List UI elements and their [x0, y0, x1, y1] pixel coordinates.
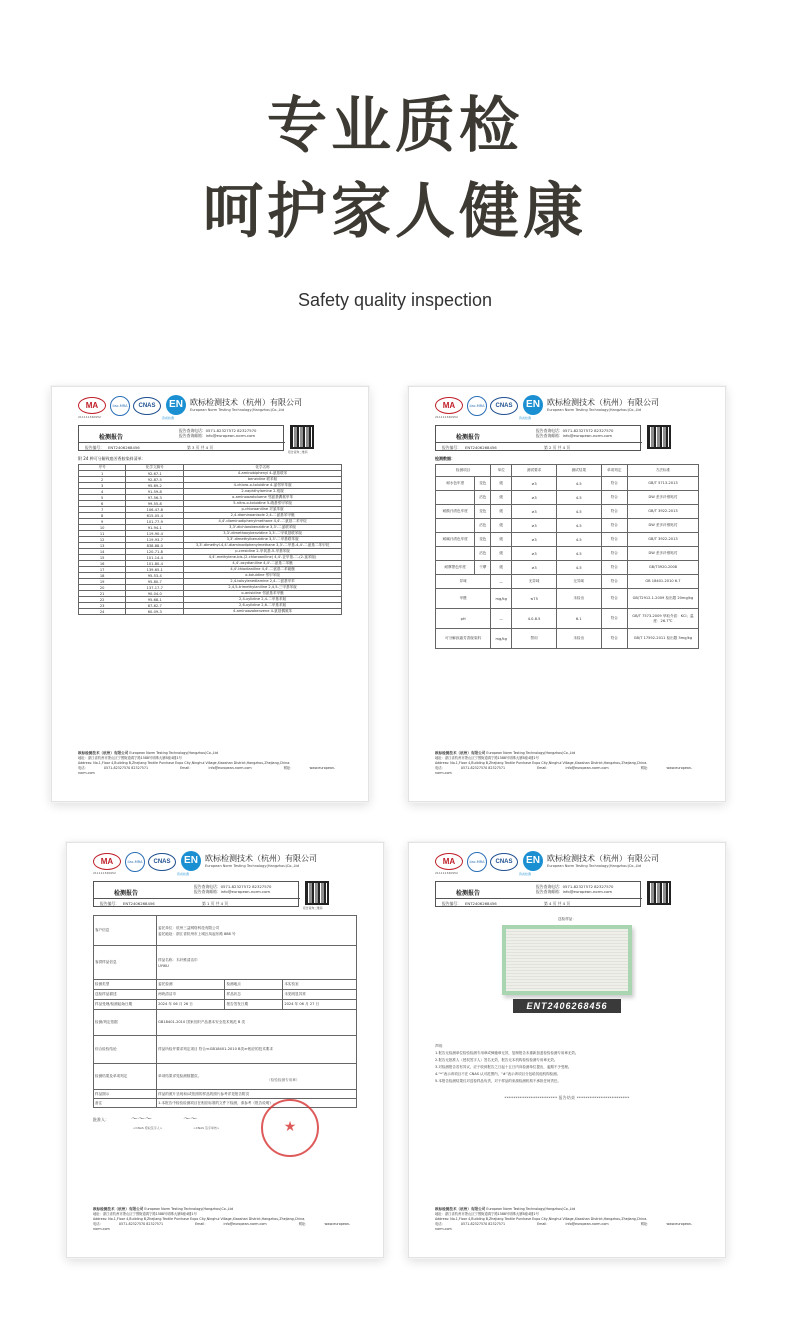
table-cell: 14	[79, 549, 126, 555]
footer-tel: 0571-82327570 82327571	[103, 766, 149, 770]
test-unit: —	[491, 609, 512, 629]
test-item: 可分解致癌芳香胺染料	[436, 629, 491, 649]
test-subitem: 沾色	[475, 519, 491, 533]
company-name-en: European Norm Testing Technology(Hangzhou)Co.,Ltd	[205, 864, 300, 868]
table-cell: 23	[79, 603, 126, 609]
signature-2: 〜〜	[182, 1115, 197, 1123]
test-req: ≤75	[512, 589, 557, 609]
cnas-logo: CNAS	[490, 397, 518, 415]
photo-caption: 送检样品：	[558, 917, 576, 921]
sample-name: 样品名称：木纤维清洁巾	[158, 957, 198, 962]
test-verdict: 符合	[601, 519, 627, 533]
cma-number: 211111340952	[435, 415, 458, 419]
table-cell: 2,4-diaminoanisole 2,4-二氨基苯甲醚	[184, 513, 342, 519]
info-cell: 检测类型	[94, 980, 157, 990]
report-footer: 欧标检测技术（杭州）有限公司 European Norm Testing Technology(Hangzhou)Co.,Ltd 地址：浙江省杭州市萧山区宁围街道鸿宁路1588号明珠大厦B座4楼1号 Address: No.1,Floor 4,Building B,Zhejiang Textile Purchase Expo City,Ninghui Village,Xiaoshan District,Hangzhou,Zhejiang,China. 电话： 0571-82327570 82327571 Email： info@european-norm.com 网址： www.european-norm.com	[93, 1207, 351, 1231]
conclusion-label: 综合检验结论	[94, 1036, 157, 1064]
sample-photo-area	[487, 917, 647, 1013]
table-row	[436, 589, 699, 609]
test-item	[436, 491, 475, 505]
test-req: ≥3	[512, 519, 557, 533]
report-title: 检测报告	[114, 890, 139, 897]
test-method: GB/T 3922-2013	[627, 505, 698, 519]
test-subitem: 沾色	[475, 547, 491, 561]
report-page-2[interactable]: MA 211111340952 ilac-MRA CNAS EN 资质检测 欧标检测技术（杭州）有限公司 European Norm Testing Technology(Hangzhou)Co.,Ltd 检测报告 报告查询电话：0571-82327572 82327570 报告查询邮箱：info@european-norm.com 报告编号： ENT2406268456 第 2 页 共 4 页 检测数据： 检测项目 单位 测试要求 测试结果 单项判定 方法标准 耐水色牢度 变色 级 ≥3 4-5 符合 GB/T 5713-2013 沾色 级 ≥3 4-5 符合 DW 差多纤维贴衬 耐酸汗渍色牢度 变色 级 ≥3 4-5 符合 GB/T 3922-2013 沾色 级 ≥3 4-5 符合 DW 差多纤维贴衬 耐碱汗渍色牢度 变色 级 ≥3 4-5 符合 GB/T 3922-2013 沾色 级 ≥3 4-5 符合 DW 差多纤维贴衬 耐摩擦色牢度 干摩 级 ≥3 4-5 符合 GB/T3920-2008 异味 — 无异味 无异味 符合 GB 18401-2010 6.7 甲醛 mg/kg ≤75 未检出 符合 GB/T2912.1-2009 检出限 20mg/kg pH — 4.0-8.5 6.1 符合 GB/T 7573-2009 萃取介质：KCl；温度：26.7℃ 可分解致癌芳香胺染料 mg/kg 禁用 未检出 符合 GB/T 17592-2011 检出限 5mg/kg 欧标检测技术（杭州）有限公司 European Norm Testing Technology(Hangzhou)Co.,Ltd 地址：浙江省杭州市萧山区宁围街道鸿宁路1588号明珠大厦B座4楼1号 Address: No.1,Floor 4,Building B,Zhejiang Textile Purchase Expo City,Ninghui Village,Xiaoshan District,Hangzhou,Zhejiang,China. 电话： 0571-82327570 82327571 Email： info@european-norm.com 网址： www.european-norm.com	[408, 386, 726, 802]
table-row	[436, 575, 699, 589]
table-cell: 120-71-8	[126, 549, 184, 555]
test-method: DW 差多纤维贴衬	[627, 519, 698, 533]
table-cell: 2-naphthylamine 2-萘胺	[184, 489, 342, 495]
table-cell: 106-47-8	[126, 507, 184, 513]
test-method: GB 18401-2010 6.7	[627, 575, 698, 589]
test-res: 4-5	[556, 547, 601, 561]
test-subitem: 沾色	[475, 491, 491, 505]
report-no: ENT2406268456	[464, 445, 497, 450]
company-name-cn: 欧标检测技术（杭州）有限公司	[205, 854, 317, 863]
test-unit: 级	[491, 491, 512, 505]
results-label: 检测结果及单项判定	[94, 1064, 157, 1090]
title-line-1: 专业质检	[267, 91, 523, 161]
table-cell: 5-nitro-o-toluidine 5-硝基邻甲苯胺	[184, 501, 342, 507]
table-cell: 3	[79, 483, 126, 489]
cma-number: 211111340952	[93, 871, 116, 875]
table-cell: 119-93-7	[126, 537, 184, 543]
table-cell: o-anisidine 邻氨基苯甲醚	[184, 591, 342, 597]
test-unit: 级	[491, 561, 512, 575]
report-footer: 欧标检测技术（杭州）有限公司 European Norm Testing Technology(Hangzhou)Co.,Ltd 地址：浙江省杭州市萧山区宁围街道鸿宁路1588号明珠大厦B座4楼1号 Address: No.1,Floor 4,Building B,Zhejiang Textile Purchase Expo City,Ninghui Village,Xiaoshan District,Hangzhou,Zhejiang,China. 电话： 0571-82327570 82327571 Email： info@european-norm.com 网址： www.european-norm.com	[78, 751, 342, 776]
table-row	[436, 629, 699, 649]
test-req: 无异味	[512, 575, 557, 589]
table-row	[436, 547, 699, 561]
footer-company-en: European Norm Testing Technology(Hangzhou)Co.,Ltd	[129, 751, 219, 755]
table-cell: 2,6-xylidine 2,6-二甲基苯胺	[184, 603, 342, 609]
table-cell: 3,3'-dimethoxybenzidine 3,3'-二甲氧基联苯胺	[184, 531, 342, 537]
en-logo: EN	[523, 395, 543, 415]
table-cell: o-aminoazotoluene 邻氨基偶氮甲苯	[184, 495, 342, 501]
client-address: 委托地址：浙江省杭州市上城区凤起东路 888 号	[158, 931, 236, 936]
table-row	[436, 491, 699, 505]
seal-caption: （检验检测专用章）	[267, 1078, 300, 1082]
table-row	[436, 609, 699, 629]
test-req: 4.0-8.5	[512, 609, 557, 629]
table-cell: 15	[79, 555, 126, 561]
test-unit: 级	[491, 533, 512, 547]
report-footer: 欧标检测技术（杭州）有限公司 European Norm Testing Technology(Hangzhou)Co.,Ltd 地址：浙江省杭州市萧山区宁围街道鸿宁路1588号明珠大厦B座4楼1号 Address: No.1,Floor 4,Building B,Zhejiang Textile Purchase Expo City,Ninghui Village,Xiaoshan District,Hangzhou,Zhejiang,China. 电话： 0571-82327570 82327571 Email： info@european-norm.com 网址： www.european-norm.com	[435, 1207, 693, 1231]
table-cell: 92-67-1	[126, 471, 184, 477]
table-cell: 101-14-4	[126, 555, 184, 561]
note-item: 2.报告无批准人（授权签字人）签名无效，报告无本机构检验检测专用章无效。	[435, 1058, 558, 1062]
column-header: 单项判定	[601, 465, 627, 477]
conclusion-value: 样品所检并要求判定项目 符合≪GB18401-2010 B类≫相应的技术要求	[157, 1036, 357, 1064]
table-row	[436, 561, 699, 575]
sample-pic-value: 样品的照片呈现和/或依照的样品的照片参考详见报告附页	[157, 1090, 357, 1099]
column-header: 化学名称	[184, 465, 342, 471]
table-cell: 3,3'-dimethylbenzidine 3,3'-二甲基联苯胺	[184, 537, 342, 543]
test-req: ≥3	[512, 477, 557, 491]
page-number: 第 2 页 共 4 页	[544, 445, 571, 450]
table-row	[436, 505, 699, 519]
test-req: ≥3	[512, 547, 557, 561]
footer-address-en: Address: No.1,Floor 4,Building B,Zhejiang Textile Purchase Expo City,Ninghui Village,Xiaoshan District,Hangzhou,Zhejiang,China.	[78, 761, 291, 765]
column-header: 单位	[491, 465, 512, 477]
table-cell: 4,4'-oxydianiline 4,4'-二氨基二苯醚	[184, 561, 342, 567]
report-title: 检测报告	[456, 434, 481, 441]
table-cell: 92-87-5	[126, 477, 184, 483]
test-unit: 级	[491, 505, 512, 519]
test-unit: mg/kg	[491, 629, 512, 649]
table-row	[79, 609, 342, 615]
column-header: 序号	[79, 465, 126, 471]
table-cell: 101-80-4	[126, 561, 184, 567]
table-cell: 101-77-9	[126, 519, 184, 525]
test-unit: 级	[491, 519, 512, 533]
ilac-logo: ilac-MRA	[467, 852, 487, 872]
info-cell: 2024 年 06 月 26 日	[157, 1000, 225, 1010]
table-cell: 20	[79, 585, 126, 591]
company-name-en: European Norm Testing Technology(Hangzhou)Co.,Ltd	[547, 408, 642, 412]
test-verdict: 符合	[601, 589, 627, 609]
column-header: 测试结果	[556, 465, 601, 477]
section-label: 附 24 种可分解致癌芳香胺染料清单：	[78, 456, 146, 461]
report-end-mark: ************************ 报告结束 ************************	[504, 1095, 630, 1100]
table-cell: o-toluidine 邻甲苯胺	[184, 573, 342, 579]
table-cell: 17	[79, 567, 126, 573]
cnas-logo: CNAS	[133, 397, 161, 415]
table-cell: 95-68-1	[126, 597, 184, 603]
info-row	[94, 1000, 357, 1010]
info-cell: 未见明显异常	[283, 990, 357, 1000]
report-tel: 报告查询电话：0571-82327572 82327570	[536, 428, 614, 433]
sample-pic-label: 样品图示	[94, 1090, 157, 1099]
table-cell: 4-aminobiphenyl 4-氨基联苯	[184, 471, 342, 477]
table-cell: 137-17-7	[126, 585, 184, 591]
note-item: 3.对检测报告若有异议，应于收到报告之日起十五日内向检测单位提出，逾期不予受理。	[435, 1065, 572, 1069]
table-cell: 99-55-8	[126, 501, 184, 507]
table-cell: 838-88-0	[126, 543, 184, 549]
table-cell: 4-aminoazobenzene 4-氨基偶氮苯	[184, 609, 342, 615]
test-unit: mg/kg	[491, 589, 512, 609]
standard-value: GB18401-2010 国家纺织产品基本安全技术规范 B 类	[157, 1010, 357, 1036]
table-cell: 97-56-3	[126, 495, 184, 501]
en-logo: EN	[166, 395, 186, 415]
report-page-4[interactable]: MA 211111340952 ilac-MRA CNAS EN 资质检测 欧标检测技术（杭州）有限公司 European Norm Testing Technology(Hangzhou)Co.,Ltd 检测报告 报告查询电话：0571-82327572 82327570 报告查询邮箱：info@european-norm.com 报告编号： ENT2406268456 第 4 页 共 4 页 送检样品： ENT2406268456 声明： 1.报告无检测单位检验检测专用章或骑缝章无效，复制报告未重新加盖检验检测专用章无效。 2.报告无批准人（授权签字人）签名无效，报告无本机构检验检测专用章无效。 3.对检测报告若有异议，应于收到报告之日起十五日内向检测单位提出，逾期不予受理。 4.“*”表示该项目不在 CNAS 认可范围内，“#”表示该项目分包给其他机构检测。 5.本报告检测结果仅对送检样品负责，对于样品的来源检测机构不承担任何责任。 ************************ 报告结束 ************************ 欧标检测技术（杭州）有限公司 European Norm Testing Technology(Hangzhou)Co.,Ltd 地址：浙江省杭州市萧山区宁围街道鸿宁路1588号明珠大厦B座4楼1号 Address: No.1,Floor 4,Building B,Zhejiang Textile Purchase Expo City,Ninghui Village,Xiaoshan District,Hangzhou,Zhejiang,China. 电话： 0571-82327570 82327571 Email： info@european-norm.com 网址： www.european-norm.com	[408, 842, 726, 1258]
note-item: 1.报告无检测单位检验检测专用章或骑缝章无效，复制报告未重新加盖检验检测专用章无效。	[435, 1051, 579, 1055]
test-req: ≥3	[512, 505, 557, 519]
test-method: DW 差多纤维贴衬	[627, 491, 698, 505]
notes-title: 声明：	[435, 1044, 446, 1048]
report-page-3[interactable]: MA 211111340952 ilac-MRA CNAS EN 资质检测 欧标检测技术（杭州）有限公司 European Norm Testing Technology(Hangzhou)Co.,Ltd 检测报告 报告查询电话：0571-82327572 82327570 报告查询邮箱：info@european-norm.com 报告编号： ENT2406268456 第 1 页 共 4 页 报告查询二维码 客户信息 委托单位：杭州三益网络科技有限公司 委托地址：浙江省杭州市上城区凤起东路 888 号 客供样品信息 样品名称：木纤维清洁巾 UYIKU 检测类型 委托检测 检测地点 本实验室 送检样品描述 两块清洁巾 样品状态 未见明显异常 样品受理/检测起始日期 2024 年 06 月 26 日 报告签发日期 2024 年 06 月 27 日 检测/判定依据 GB18401-2010 国家纺织产品基本安全技术规范 B 类 综合检验结论 样品所检并要求判定项目 符合≪GB18401-2010 B类≫相应的技术要求 检测结果及单项判定 单项结果详见检测数据页。 （检验检测专用章） 样品图示 样品的照片呈现和/或依照的样品的照片参考详见报告附页 备注 1.本报告中检验检测项目在相应标准的文件下检测，请参考《报告说明》。 ★ 批准人： 〜〜〜 〜〜 <CNAS 授权签字人> <CNAS 签字审核> 欧标检测技术（杭州）有限公司 European Norm Testing Technology(Hangzhou)Co.,Ltd 地址：浙江省杭州市萧山区宁围街道鸿宁路1588号明珠大厦B座4楼1号 Address: No.1,Floor 4,Building B,Zhejiang Textile Purchase Expo City,Ninghui Village,Xiaoshan District,Hangzhou,Zhejiang,China. 电话： 0571-82327570 82327571 Email： info@european-norm.com 网址： www.european-norm.com	[66, 842, 384, 1258]
column-header: 方法标准	[627, 465, 698, 477]
test-res: 4-5	[556, 533, 601, 547]
info-row	[94, 990, 357, 1000]
test-unit: —	[491, 575, 512, 589]
table-cell: 10	[79, 525, 126, 531]
en-logo-caption: 资质检测	[519, 872, 532, 876]
table-cell: 3,3'-dimethyl-4,4'-diaminodiphenylmethane 3,3'-二甲基-4,4'-二氨基二苯甲烷	[184, 543, 342, 549]
test-item	[436, 519, 475, 533]
table-cell: 21	[79, 591, 126, 597]
page-number: 第 4 页 共 4 页	[544, 901, 571, 906]
table-cell: 4,4'-diaminodiphenylmethane 4,4'-二氨基二苯甲烷	[184, 519, 342, 525]
table-cell: 2	[79, 477, 126, 483]
test-verdict: 符合	[601, 561, 627, 575]
test-verdict: 符合	[601, 477, 627, 491]
column-header: 化学文摘号	[126, 465, 184, 471]
test-item: 异味	[436, 575, 491, 589]
report-page-1[interactable]	[51, 386, 369, 802]
table-cell: 5	[79, 495, 126, 501]
qr-code[interactable]	[647, 881, 671, 905]
column-header: 测试要求	[512, 465, 557, 477]
test-method: GB/T 5713-2013	[627, 477, 698, 491]
test-verdict: 符合	[601, 629, 627, 649]
inspection-seal	[261, 1099, 319, 1157]
report-tel: 报告查询电话：0571-82327572 82327570	[179, 428, 257, 433]
en-logo: EN	[523, 851, 543, 871]
subtitle: Safety quality inspection	[297, 290, 493, 310]
info-cell: 检测地点	[225, 980, 283, 990]
sample-label: ENT2406268456	[513, 999, 621, 1013]
test-verdict: 符合	[601, 575, 627, 589]
footer-web: www.european-norm.com	[78, 766, 336, 775]
table-cell: 6	[79, 501, 126, 507]
table-cell: 2,4,5-trimethylaniline 2,4,5-三甲基苯胺	[184, 585, 342, 591]
table-cell: 1	[79, 471, 126, 477]
table-cell: 16	[79, 561, 126, 567]
test-res: 未检出	[556, 589, 601, 609]
test-item: 耐摩擦色牢度	[436, 561, 475, 575]
test-item: pH	[436, 609, 491, 629]
test-data-table	[435, 464, 699, 649]
signature-line: 批准人： 〜〜〜 〜〜	[93, 1115, 197, 1123]
cma-number: 211111340952	[435, 871, 458, 875]
test-subitem: 干摩	[475, 561, 491, 575]
report-title: 检测报告	[456, 890, 481, 897]
cma-logo: MA	[435, 853, 463, 870]
test-res: 4-5	[556, 477, 601, 491]
info-cell: 两块清洁巾	[157, 990, 225, 1000]
remark-label: 备注	[94, 1099, 157, 1108]
info-cell: 样品状态	[225, 990, 283, 1000]
section-label: 检测数据：	[435, 456, 455, 461]
company-name-cn: 欧标检测技术（杭州）有限公司	[190, 398, 302, 407]
remark-value: 1.本报告中检验检测项目在相应标准的文件下检测，请参考《报告说明》。	[157, 1099, 357, 1108]
report-email: 报告查询邮箱：info@european-norm.com	[536, 433, 613, 438]
signature-1: 〜〜〜	[130, 1115, 152, 1123]
report-no-label: 报告编号：	[85, 445, 104, 450]
signature-caption-1: <CNAS 授权签字人>	[133, 1126, 163, 1130]
test-res: 4-5	[556, 519, 601, 533]
report-title: 检测报告	[99, 434, 124, 441]
test-item: 耐酸汗渍色牢度	[436, 505, 475, 519]
qr-code[interactable]	[647, 425, 671, 449]
test-res: 6.1	[556, 609, 601, 629]
table-cell: 13	[79, 543, 126, 549]
results-value: 单项结果详见检测数据页。	[158, 1074, 202, 1078]
test-method: GB/T 3922-2013	[627, 533, 698, 547]
table-cell: 4,4'-thiodianiline 4,4'-二氨基二苯硫醚	[184, 567, 342, 573]
footer-address-cn: 地址：浙江省杭州市萧山区宁围街道鸿宁路1588号明珠大厦B座4楼1号	[78, 756, 182, 760]
table-cell: p-cresidine 2-甲氧基-5-甲基苯胺	[184, 549, 342, 555]
report-email: 报告查询邮箱：info@european-norm.com	[179, 433, 256, 438]
table-cell: 60-09-3	[126, 609, 184, 615]
cma-logo: MA	[78, 397, 106, 414]
en-logo-caption: 资质检测	[519, 416, 532, 420]
title-line-2: 呵护家人健康	[203, 177, 587, 247]
table-row	[436, 519, 699, 533]
test-unit: 级	[491, 477, 512, 491]
report-no: ENT2406268456	[122, 901, 155, 906]
cover-info-table	[93, 915, 357, 1108]
table-cell: 18	[79, 573, 126, 579]
en-logo: EN	[181, 851, 201, 871]
qr-code[interactable]	[305, 881, 329, 905]
en-logo-caption: 资质检测	[177, 872, 190, 876]
table-cell: 7	[79, 507, 126, 513]
test-req: ≥3	[512, 561, 557, 575]
column-header: 检测项目	[436, 465, 491, 477]
footer-company-cn: 欧标检测技术（杭州）有限公司	[78, 751, 129, 755]
table-cell: 3,3'-dichlorobenzidine 3,3'-二氯联苯胺	[184, 525, 342, 531]
info-cell: 报告签发日期	[225, 1000, 283, 1010]
cma-logo: MA	[93, 853, 121, 870]
client-unit: 委托单位：杭州三益网络科技有限公司	[158, 925, 220, 930]
table-cell: 119-90-4	[126, 531, 184, 537]
test-item: 甲醛	[436, 589, 491, 609]
table-cell: 19	[79, 579, 126, 585]
note-item: 5.本报告检测结果仅对送检样品负责，对于样品的来源检测机构不承担任何责任。	[435, 1079, 561, 1083]
test-req: ≥3	[512, 491, 557, 505]
test-item: 耐水色牢度	[436, 477, 475, 491]
table-cell: 139-65-1	[126, 567, 184, 573]
test-req: 禁用	[512, 629, 557, 649]
table-cell: 91-59-8	[126, 489, 184, 495]
table-cell: p-chloroaniline 对氯苯胺	[184, 507, 342, 513]
ilac-logo: ilac-MRA	[467, 396, 487, 416]
info-row	[94, 980, 357, 990]
info-cell: 送检样品描述	[94, 990, 157, 1000]
table-header-row	[436, 465, 699, 477]
test-method: DW 差多纤维贴衬	[627, 547, 698, 561]
table-cell: 22	[79, 597, 126, 603]
table-cell: 90-04-0	[126, 591, 184, 597]
table-cell: 95-53-4	[126, 573, 184, 579]
ilac-logo: ilac-MRA	[125, 852, 145, 872]
table-cell: 11	[79, 531, 126, 537]
test-res: 4-5	[556, 505, 601, 519]
test-subitem: 变色	[475, 533, 491, 547]
table-cell: 95-69-2	[126, 483, 184, 489]
report-no: ENT2406268456	[107, 445, 140, 450]
hero-header	[0, 0, 790, 360]
company-name-cn: 欧标检测技术（杭州）有限公司	[547, 854, 659, 863]
test-res: 4-5	[556, 561, 601, 575]
page-number: 第 3 页 共 4 页	[187, 445, 214, 450]
test-res: 4-5	[556, 491, 601, 505]
test-subitem: 变色	[475, 505, 491, 519]
en-logo-caption: 资质检测	[162, 416, 175, 420]
table-row	[436, 533, 699, 547]
test-method: GB/T3920-2008	[627, 561, 698, 575]
table-cell: 8	[79, 513, 126, 519]
test-method: GB/T2912.1-2009 检出限 20mg/kg	[627, 589, 698, 609]
test-unit: 级	[491, 547, 512, 561]
table-cell: 2,4-xylidine 2,4-二甲基苯胺	[184, 597, 342, 603]
company-name-en: European Norm Testing Technology(Hangzhou)Co.,Ltd	[547, 864, 642, 868]
test-verdict: 符合	[601, 547, 627, 561]
test-item: 耐碱汗渍色牢度	[436, 533, 475, 547]
cma-number: 211111340952	[78, 415, 101, 419]
ilac-logo: ilac-MRA	[110, 396, 130, 416]
sample-label: 客供样品信息	[94, 946, 157, 980]
table-cell: 9	[79, 519, 126, 525]
test-subitem: 变色	[475, 477, 491, 491]
test-verdict: 符合	[601, 491, 627, 505]
qr-caption: 报告查询二维码	[288, 450, 308, 454]
report-number-row	[79, 442, 285, 453]
test-req: ≥3	[512, 533, 557, 547]
table-cell: 24	[79, 609, 126, 615]
test-item	[436, 547, 475, 561]
sample-brand: UYIKU	[158, 963, 169, 968]
test-method: GB/T 17592-2011 检出限 5mg/kg	[627, 629, 698, 649]
qr-code[interactable]	[290, 425, 314, 449]
company-name-en: European Norm Testing Technology(Hangzhou)Co.,Ltd	[190, 408, 285, 412]
table-cell: 4	[79, 489, 126, 495]
footer-email: info@european-norm.com	[208, 766, 252, 770]
client-label: 客户信息	[94, 916, 157, 946]
report-footer: 欧标检测技术（杭州）有限公司 European Norm Testing Technology(Hangzhou)Co.,Ltd 地址：浙江省杭州市萧山区宁围街道鸿宁路1588号明珠大厦B座4楼1号 Address: No.1,Floor 4,Building B,Zhejiang Textile Purchase Expo City,Ninghui Village,Xiaoshan District,Hangzhou,Zhejiang,China. 电话： 0571-82327570 82327571 Email： info@european-norm.com 网址： www.european-norm.com	[435, 751, 693, 775]
notes	[435, 1043, 699, 1085]
page-number: 第 1 页 共 4 页	[202, 901, 229, 906]
table-cell: 4-chloro-o-toluidine 4-氯邻甲苯胺	[184, 483, 342, 489]
cma-logo: MA	[435, 397, 463, 414]
test-verdict: 符合	[601, 609, 627, 629]
test-method: GB/T 7573-2009 萃取介质：KCl；温度：26.7℃	[627, 609, 698, 629]
table-cell: 615-05-4	[126, 513, 184, 519]
table-cell: 2,4-toluylenediamine 2,4-二氨基甲苯	[184, 579, 342, 585]
table-cell: 95-80-7	[126, 579, 184, 585]
table-cell: benzidine 联苯胺	[184, 477, 342, 483]
table-cell: 4,4'-methylene-bis-(2-chloroaniline) 4,4'-亚甲基-二-(2-氯苯胺)	[184, 555, 342, 561]
standard-label: 检测/判定依据	[94, 1010, 157, 1036]
report-info	[78, 425, 342, 453]
sample-towel-photo	[502, 925, 632, 995]
table-cell: 12	[79, 537, 126, 543]
table-cell: 91-94-1	[126, 525, 184, 531]
report-header	[78, 395, 342, 423]
table-cell: 87-62-7	[126, 603, 184, 609]
info-cell: 本实验室	[283, 980, 357, 990]
note-item: 4.“*”表示该项目不在 CNAS 认可范围内，“#”表示该项目分包给其他机构检测。	[435, 1072, 561, 1076]
info-cell: 样品受理/检测起始日期	[94, 1000, 157, 1010]
company-name-cn: 欧标检测技术（杭州）有限公司	[547, 398, 659, 407]
cnas-logo: CNAS	[490, 853, 518, 871]
cnas-logo: CNAS	[148, 853, 176, 871]
test-res: 未检出	[556, 629, 601, 649]
report-no: ENT2406268456	[464, 901, 497, 906]
amine-table	[78, 464, 342, 615]
test-res: 无异味	[556, 575, 601, 589]
table-row	[436, 477, 699, 491]
test-verdict: 符合	[601, 533, 627, 547]
test-verdict: 符合	[601, 505, 627, 519]
signature-caption-2: <CNAS 签字审核>	[193, 1126, 220, 1130]
info-cell: 2024 年 06 月 27 日	[283, 1000, 357, 1010]
info-cell: 委托检测	[157, 980, 225, 990]
